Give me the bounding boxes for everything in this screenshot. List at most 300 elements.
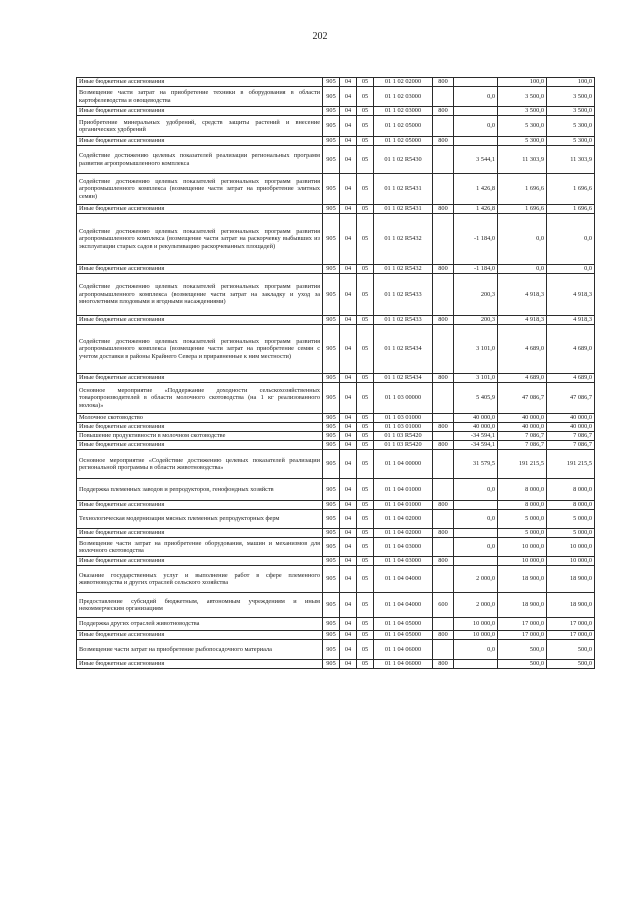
cell-csr: 01 1 02 03000 (374, 87, 433, 107)
cell-amount-2: 3 500,0 (498, 87, 547, 107)
cell-ved: 905 (323, 660, 340, 669)
cell-ved: 905 (323, 174, 340, 205)
cell-ved: 905 (323, 274, 340, 316)
cell-ved: 905 (323, 618, 340, 631)
table-row (77, 631, 595, 640)
cell-ved: 905 (323, 501, 340, 510)
cell-amount-1: 1 426,8 (454, 205, 498, 214)
cell-amount-1: -1 184,0 (454, 214, 498, 265)
row-description: Иные бюджетные ассигнования (77, 205, 323, 214)
table-row (77, 557, 595, 566)
cell-csr: 01 1 04 01000 (374, 501, 433, 510)
table-row (77, 593, 595, 618)
cell-amount-1: 0,0 (454, 116, 498, 137)
cell-ved: 905 (323, 557, 340, 566)
row-description: Оказание государственных услуг и выполнение работ в сфере племенного животноводства и других отраслей сельского хозяйства (77, 566, 323, 593)
cell-vr: 800 (433, 316, 454, 325)
cell-amount-2: 10 000,0 (498, 557, 547, 566)
cell-amount-2: 4 918,3 (498, 274, 547, 316)
budget-table (76, 77, 595, 669)
cell-rz: 04 (340, 146, 357, 174)
cell-amount-1 (454, 529, 498, 538)
cell-amount-2: 40 000,0 (498, 423, 547, 432)
cell-amount-3: 191 215,5 (547, 450, 595, 479)
table-row (77, 274, 595, 316)
cell-rz: 04 (340, 107, 357, 116)
cell-pr: 05 (357, 660, 374, 669)
table-row (77, 137, 595, 146)
cell-amount-2: 10 000,0 (498, 538, 547, 557)
row-description: Приобретение минеральных удобрений, средств защиты растений и внесение органических удобрений (77, 116, 323, 137)
cell-pr: 05 (357, 593, 374, 618)
cell-rz: 04 (340, 423, 357, 432)
cell-amount-1 (454, 660, 498, 669)
cell-amount-2: 8 000,0 (498, 501, 547, 510)
cell-rz: 04 (340, 660, 357, 669)
cell-vr (433, 640, 454, 660)
cell-vr: 800 (433, 423, 454, 432)
cell-amount-3: 100,0 (547, 78, 595, 87)
row-description: Иные бюджетные ассигнования (77, 660, 323, 669)
table-row (77, 501, 595, 510)
cell-amount-2: 0,0 (498, 265, 547, 274)
cell-csr: 01 1 02 R5432 (374, 265, 433, 274)
cell-ved: 905 (323, 107, 340, 116)
cell-csr: 01 1 03 01000 (374, 423, 433, 432)
row-description: Иные бюджетные ассигнования (77, 78, 323, 87)
cell-pr: 05 (357, 423, 374, 432)
cell-csr: 01 1 04 05000 (374, 631, 433, 640)
cell-rz: 04 (340, 214, 357, 265)
row-description: Иные бюджетные ассигнования (77, 107, 323, 116)
table-body (77, 78, 595, 669)
cell-pr: 05 (357, 631, 374, 640)
cell-amount-3: 3 500,0 (547, 87, 595, 107)
cell-ved: 905 (323, 510, 340, 529)
row-description: Молочное скотоводство (77, 414, 323, 423)
cell-rz: 04 (340, 265, 357, 274)
cell-amount-3: 11 303,9 (547, 146, 595, 174)
cell-amount-1 (454, 137, 498, 146)
cell-ved: 905 (323, 265, 340, 274)
cell-amount-2: 18 900,0 (498, 566, 547, 593)
cell-rz: 04 (340, 538, 357, 557)
cell-pr: 05 (357, 479, 374, 501)
table-row (77, 538, 595, 557)
table-row (77, 660, 595, 669)
cell-amount-1 (454, 501, 498, 510)
cell-amount-1: 0,0 (454, 87, 498, 107)
cell-amount-1: 10 000,0 (454, 631, 498, 640)
cell-amount-1: 2 000,0 (454, 566, 498, 593)
cell-ved: 905 (323, 374, 340, 383)
cell-vr: 800 (433, 501, 454, 510)
cell-rz: 04 (340, 593, 357, 618)
table-row (77, 214, 595, 265)
cell-rz: 04 (340, 325, 357, 374)
cell-amount-3: 40 000,0 (547, 414, 595, 423)
cell-pr: 05 (357, 274, 374, 316)
cell-rz: 04 (340, 383, 357, 414)
cell-rz: 04 (340, 78, 357, 87)
cell-amount-3: 8 000,0 (547, 479, 595, 501)
cell-csr: 01 1 04 01000 (374, 479, 433, 501)
cell-amount-1 (454, 78, 498, 87)
cell-pr: 05 (357, 529, 374, 538)
cell-ved: 905 (323, 640, 340, 660)
cell-pr: 05 (357, 538, 374, 557)
cell-ved: 905 (323, 566, 340, 593)
cell-rz: 04 (340, 510, 357, 529)
cell-csr: 01 1 02 R5434 (374, 325, 433, 374)
cell-ved: 905 (323, 325, 340, 374)
cell-vr: 800 (433, 529, 454, 538)
cell-csr: 01 1 02 R5434 (374, 374, 433, 383)
cell-amount-3: 4 918,3 (547, 274, 595, 316)
cell-amount-3: 1 696,6 (547, 205, 595, 214)
cell-rz: 04 (340, 432, 357, 441)
row-description: Основное мероприятие «Содействие достижению целевых показателей реализации региональной программы в области животноводства» (77, 450, 323, 479)
cell-pr: 05 (357, 383, 374, 414)
cell-amount-3: 500,0 (547, 660, 595, 669)
cell-vr (433, 450, 454, 479)
cell-vr (433, 538, 454, 557)
cell-vr (433, 214, 454, 265)
cell-vr: 800 (433, 660, 454, 669)
cell-vr (433, 432, 454, 441)
cell-pr: 05 (357, 640, 374, 660)
cell-vr (433, 414, 454, 423)
cell-pr: 05 (357, 501, 374, 510)
table-row (77, 205, 595, 214)
cell-amount-3: 8 000,0 (547, 501, 595, 510)
cell-ved: 905 (323, 538, 340, 557)
cell-ved: 905 (323, 450, 340, 479)
row-description: Технологическая модернизация мясных племенных репродукторных ферм (77, 510, 323, 529)
cell-ved: 905 (323, 116, 340, 137)
table-row (77, 510, 595, 529)
cell-vr: 800 (433, 107, 454, 116)
cell-amount-3: 7 086,7 (547, 441, 595, 450)
table-row (77, 529, 595, 538)
cell-pr: 05 (357, 265, 374, 274)
cell-rz: 04 (340, 205, 357, 214)
cell-rz: 04 (340, 640, 357, 660)
cell-vr (433, 566, 454, 593)
cell-amount-1: -34 594,1 (454, 432, 498, 441)
cell-amount-2: 4 689,0 (498, 374, 547, 383)
cell-ved: 905 (323, 593, 340, 618)
cell-pr: 05 (357, 107, 374, 116)
cell-amount-3: 500,0 (547, 640, 595, 660)
cell-amount-2: 17 000,0 (498, 631, 547, 640)
cell-amount-3: 10 000,0 (547, 557, 595, 566)
cell-rz: 04 (340, 618, 357, 631)
table-row (77, 450, 595, 479)
cell-pr: 05 (357, 316, 374, 325)
cell-amount-2: 5 300,0 (498, 116, 547, 137)
cell-rz: 04 (340, 450, 357, 479)
cell-csr: 01 1 04 04000 (374, 566, 433, 593)
cell-amount-3: 5 300,0 (547, 116, 595, 137)
cell-csr: 01 1 03 R5420 (374, 432, 433, 441)
cell-amount-3: 5 000,0 (547, 510, 595, 529)
cell-amount-2: 47 086,7 (498, 383, 547, 414)
cell-rz: 04 (340, 566, 357, 593)
row-description: Иные бюджетные ассигнования (77, 423, 323, 432)
cell-vr (433, 618, 454, 631)
cell-amount-3: 1 696,6 (547, 174, 595, 205)
cell-pr: 05 (357, 450, 374, 479)
cell-amount-2: 500,0 (498, 640, 547, 660)
cell-csr: 01 1 04 02000 (374, 510, 433, 529)
row-description: Повышение продуктивности в молочном скотоводстве (77, 432, 323, 441)
cell-ved: 905 (323, 205, 340, 214)
cell-amount-2: 500,0 (498, 660, 547, 669)
cell-amount-3: 3 500,0 (547, 107, 595, 116)
cell-csr: 01 1 04 03000 (374, 557, 433, 566)
table-row (77, 265, 595, 274)
cell-csr: 01 1 04 04000 (374, 593, 433, 618)
cell-csr: 01 1 02 05000 (374, 137, 433, 146)
cell-pr: 05 (357, 137, 374, 146)
cell-rz: 04 (340, 137, 357, 146)
cell-vr (433, 174, 454, 205)
cell-amount-3: 4 689,0 (547, 325, 595, 374)
row-description: Иные бюджетные ассигнования (77, 374, 323, 383)
cell-amount-2: 5 300,0 (498, 137, 547, 146)
cell-csr: 01 1 02 05000 (374, 116, 433, 137)
cell-amount-2: 1 696,6 (498, 174, 547, 205)
cell-ved: 905 (323, 631, 340, 640)
cell-amount-1: 5 405,9 (454, 383, 498, 414)
table-row (77, 107, 595, 116)
cell-csr: 01 1 03 01000 (374, 414, 433, 423)
cell-amount-3: 5 300,0 (547, 137, 595, 146)
cell-ved: 905 (323, 78, 340, 87)
table-row (77, 618, 595, 631)
cell-csr: 01 1 02 R5431 (374, 174, 433, 205)
cell-rz: 04 (340, 479, 357, 501)
cell-vr (433, 510, 454, 529)
cell-rz: 04 (340, 529, 357, 538)
cell-csr: 01 1 04 06000 (374, 660, 433, 669)
cell-csr: 01 1 04 05000 (374, 618, 433, 631)
cell-amount-3: 5 000,0 (547, 529, 595, 538)
cell-amount-1: 0,0 (454, 640, 498, 660)
cell-amount-2: 4 689,0 (498, 325, 547, 374)
cell-pr: 05 (357, 374, 374, 383)
cell-pr: 05 (357, 205, 374, 214)
cell-amount-3: 0,0 (547, 214, 595, 265)
cell-rz: 04 (340, 441, 357, 450)
table-row (77, 116, 595, 137)
cell-pr: 05 (357, 78, 374, 87)
cell-amount-3: 17 000,0 (547, 618, 595, 631)
cell-rz: 04 (340, 87, 357, 107)
cell-vr: 600 (433, 593, 454, 618)
cell-amount-2: 0,0 (498, 214, 547, 265)
cell-amount-3: 17 000,0 (547, 631, 595, 640)
cell-amount-2: 100,0 (498, 78, 547, 87)
cell-pr: 05 (357, 557, 374, 566)
cell-amount-1 (454, 107, 498, 116)
cell-csr: 01 1 02 02000 (374, 78, 433, 87)
cell-vr: 800 (433, 78, 454, 87)
cell-vr: 800 (433, 374, 454, 383)
cell-pr: 05 (357, 214, 374, 265)
cell-amount-2: 191 215,5 (498, 450, 547, 479)
cell-vr (433, 146, 454, 174)
cell-pr: 05 (357, 87, 374, 107)
cell-pr: 05 (357, 432, 374, 441)
row-description: Возмещение части затрат на приобретение оборудования, машин и механизмов для молочного скотоводства (77, 538, 323, 557)
cell-amount-1: 40 000,0 (454, 423, 498, 432)
cell-amount-1: 3 101,0 (454, 325, 498, 374)
table-row (77, 87, 595, 107)
cell-rz: 04 (340, 501, 357, 510)
cell-vr (433, 325, 454, 374)
cell-ved: 905 (323, 137, 340, 146)
cell-vr (433, 479, 454, 501)
cell-ved: 905 (323, 214, 340, 265)
row-description: Поддержка племенных заводов и репродукторов, генофондных хозяйств (77, 479, 323, 501)
cell-csr: 01 1 04 03000 (374, 538, 433, 557)
cell-amount-2: 11 303,9 (498, 146, 547, 174)
cell-vr: 800 (433, 631, 454, 640)
table-row (77, 432, 595, 441)
cell-amount-2: 7 086,7 (498, 441, 547, 450)
table-row (77, 146, 595, 174)
cell-pr: 05 (357, 618, 374, 631)
row-description: Содействие достижению целевых показателей региональных программ развития агропромышленного комплекса (возмещение части затрат на закладку и уход за многолетними плодовыми и ягодными насаждениями) (77, 274, 323, 316)
cell-vr (433, 87, 454, 107)
cell-amount-3: 7 086,7 (547, 432, 595, 441)
cell-csr: 01 1 04 06000 (374, 640, 433, 660)
cell-amount-2: 18 900,0 (498, 593, 547, 618)
cell-ved: 905 (323, 441, 340, 450)
row-description: Содействие достижению целевых показателей региональных программ развития агропромышленного комплекса (возмещение части затрат на приобретение элитных семян) (77, 174, 323, 205)
cell-amount-1: 10 000,0 (454, 618, 498, 631)
row-description: Поддержка других отраслей животноводства (77, 618, 323, 631)
cell-amount-3: 40 000,0 (547, 423, 595, 432)
cell-ved: 905 (323, 432, 340, 441)
cell-rz: 04 (340, 414, 357, 423)
cell-amount-3: 18 900,0 (547, 566, 595, 593)
cell-csr: 01 1 02 03000 (374, 107, 433, 116)
cell-pr: 05 (357, 441, 374, 450)
table-row (77, 174, 595, 205)
cell-vr: 800 (433, 137, 454, 146)
cell-rz: 04 (340, 631, 357, 640)
cell-amount-1: -1 184,0 (454, 265, 498, 274)
cell-pr: 05 (357, 116, 374, 137)
row-description: Иные бюджетные ассигнования (77, 631, 323, 640)
cell-csr: 01 1 02 R5432 (374, 214, 433, 265)
cell-vr: 800 (433, 557, 454, 566)
cell-amount-1: 0,0 (454, 538, 498, 557)
cell-pr: 05 (357, 566, 374, 593)
row-description: Иные бюджетные ассигнования (77, 441, 323, 450)
cell-pr: 05 (357, 146, 374, 174)
cell-amount-2: 1 696,6 (498, 205, 547, 214)
cell-amount-1: 3 544,1 (454, 146, 498, 174)
cell-amount-3: 0,0 (547, 265, 595, 274)
cell-csr: 01 1 03 R5420 (374, 441, 433, 450)
row-description: Содействие достижению целевых показателей региональных программ развития агропромышленного комплекса (возмещение части затрат на приобретение семян с учетом доставки в районы Крайнего Севера и приравненные к ним местности) (77, 325, 323, 374)
row-description: Иные бюджетные ассигнования (77, 137, 323, 146)
cell-amount-2: 7 086,7 (498, 432, 547, 441)
row-description: Возмещение части затрат на приобретение рыбопосадочного материала (77, 640, 323, 660)
cell-amount-1: 31 579,5 (454, 450, 498, 479)
table-row (77, 316, 595, 325)
cell-amount-1: 1 426,8 (454, 174, 498, 205)
row-description: Иные бюджетные ассигнования (77, 501, 323, 510)
cell-rz: 04 (340, 374, 357, 383)
table-row (77, 640, 595, 660)
table-row (77, 423, 595, 432)
cell-amount-1: 200,3 (454, 274, 498, 316)
row-description: Возмещение части затрат на приобретение техники в оборудования в области картофелеводства и овощеводства (77, 87, 323, 107)
cell-amount-1: 40 000,0 (454, 414, 498, 423)
table-row (77, 78, 595, 87)
cell-amount-1: 0,0 (454, 479, 498, 501)
cell-amount-2: 8 000,0 (498, 479, 547, 501)
cell-amount-2: 5 000,0 (498, 510, 547, 529)
cell-csr: 01 1 02 R5430 (374, 146, 433, 174)
cell-vr: 800 (433, 441, 454, 450)
table-row (77, 383, 595, 414)
cell-ved: 905 (323, 414, 340, 423)
cell-amount-2: 3 500,0 (498, 107, 547, 116)
cell-amount-2: 5 000,0 (498, 529, 547, 538)
cell-rz: 04 (340, 274, 357, 316)
cell-vr: 800 (433, 205, 454, 214)
cell-csr: 01 1 02 R5431 (374, 205, 433, 214)
cell-ved: 905 (323, 529, 340, 538)
row-description: Иные бюджетные ассигнования (77, 265, 323, 274)
cell-amount-3: 18 900,0 (547, 593, 595, 618)
cell-amount-1 (454, 557, 498, 566)
cell-csr: 01 1 02 R5433 (374, 316, 433, 325)
row-description: Содействие достижению целевых показателей региональных программ развития агропромышленного комплекса (возмещение части затрат на раскорчевку выбывших из эксплуатации старых садов и рекультивацию раскорчеванных площадей) (77, 214, 323, 265)
cell-amount-2: 4 918,3 (498, 316, 547, 325)
cell-csr: 01 1 04 00000 (374, 450, 433, 479)
table-row (77, 479, 595, 501)
cell-amount-3: 4 918,3 (547, 316, 595, 325)
cell-rz: 04 (340, 174, 357, 205)
cell-amount-1: 0,0 (454, 510, 498, 529)
cell-ved: 905 (323, 87, 340, 107)
cell-rz: 04 (340, 557, 357, 566)
cell-vr (433, 274, 454, 316)
row-description: Содействие достижению целевых показателей реализации региональных программ развития агропромышленного комплекса (77, 146, 323, 174)
table-row (77, 325, 595, 374)
row-description: Иные бюджетные ассигнования (77, 557, 323, 566)
cell-pr: 05 (357, 414, 374, 423)
cell-vr (433, 383, 454, 414)
cell-amount-3: 47 086,7 (547, 383, 595, 414)
cell-amount-3: 4 689,0 (547, 374, 595, 383)
row-description: Предоставление субсидий бюджетным, автономным учреждениям и иным некоммерческим организациям (77, 593, 323, 618)
cell-amount-1: 3 101,0 (454, 374, 498, 383)
cell-csr: 01 1 02 R5433 (374, 274, 433, 316)
cell-amount-2: 17 000,0 (498, 618, 547, 631)
cell-vr (433, 116, 454, 137)
cell-amount-1: -34 594,1 (454, 441, 498, 450)
cell-amount-1: 200,3 (454, 316, 498, 325)
table-row (77, 566, 595, 593)
